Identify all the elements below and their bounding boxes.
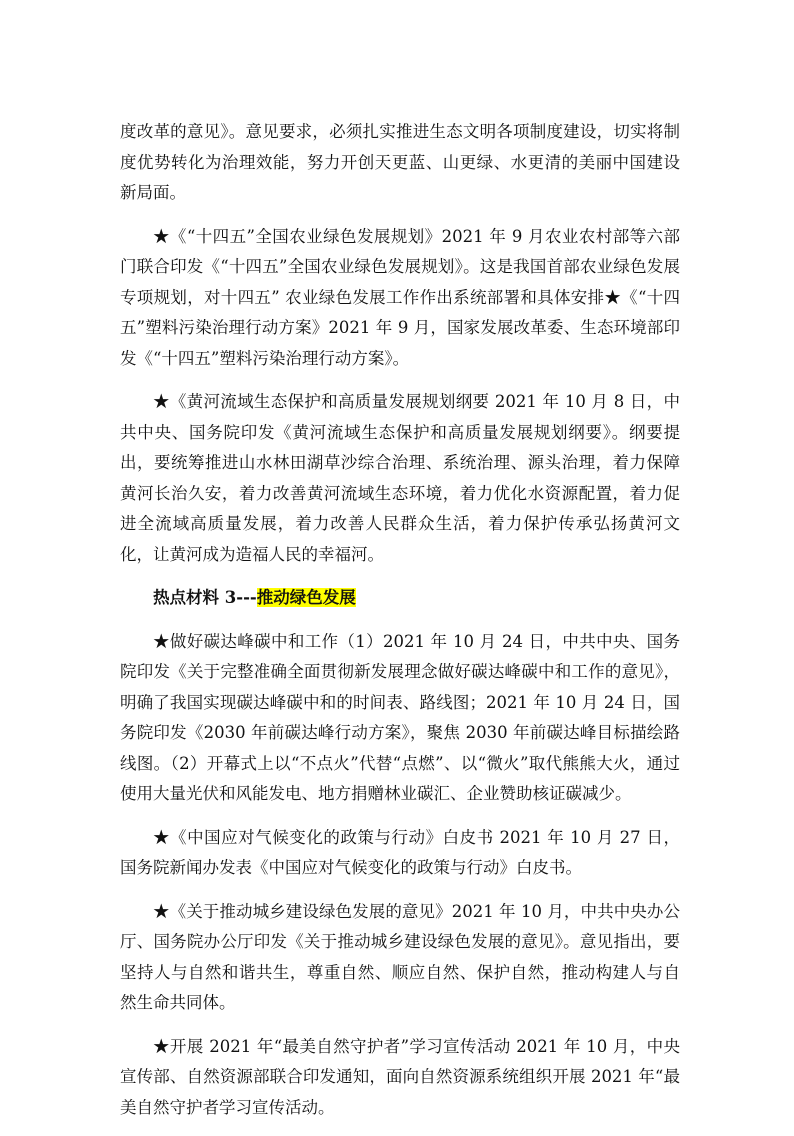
paragraph-urban-rural-green: ★《关于推动城乡建设绿色发展的意见》2021 年 10 月，中共中央办公厅、国务院办公厅印发《关于推动城乡建设绿色发展的意见》。意见指出，要坚持人与自然和谐共生，尊重自然、顺应自然、保护自然，推动构建人与自然生命共同体。 [120,901,680,1012]
paragraph-climate-whitepaper: ★《中国应对气候变化的政策与行动》白皮书 2021 年 10 月 27 日，国务院新闻办发表《中国应对气候变化的政策与行动》白皮书。 [120,827,680,877]
paragraph-carbon-peak: ★做好碳达峰碳中和工作（1）2021 年 10 月 24 日，中共中央、国务院印发《关于完整准确全面贯彻新发展理念做好碳达峰碳中和工作的意见》，明确了我国实现碳达峰碳中和的时间表、路线图；2021 年 10 月 24 日，国务院印发《2030 年前碳达峰行动方案》，聚焦 2030 年前碳达峰目标描绘路线图。（2）开幕式上以“不点火”代替“点燃”、以“微火”取代熊熊大火，通过使用大量光伏和风能发电、地方捐赠林业碳汇、企业赞助核证碳减少。 [120,631,680,803]
heading-prefix: 热点材料 3--- [153,588,257,607]
paragraph-reform-opinion: 度改革的意见》。意见要求，必须扎实推进生态文明各项制度建设，切实将制度优势转化为治理效能，努力开创天更蓝、山更绿、水更清的美丽中国建设新局面。 [120,122,680,202]
document-body [120,117,680,1136]
section-heading [120,583,680,614]
paragraph-yellow-river: ★《黄河流域生态保护和高质量发展规划纲要 2021 年 10 月 8 日，中共中央、国务院印发《黄河流域生态保护和高质量发展规划纲要》。纲要提出，要统筹推进山水林田湖草沙综合治理、系统治理、源头治理，着力保障黄河长治久安，着力改善黄河流域生态环境，着力优化水资源配置，着力促进全流域高质量发展，着力改善人民群众生活，着力保护传承弘扬黄河文化，让黄河成为造福人民的幸福河。 [120,392,680,564]
paragraph-agri-green-plan: ★《“十四五”全国农业绿色发展规划》2021 年 9 月农业农村部等六部门联合印发《“十四五”全国农业绿色发展规划》。这是我国首部农业绿色发展专项规划，对十四五” 农业绿色发展工作作出系统部署和具体安排★《“十四五”塑料污染治理行动方案》2021 年 9 月，国家发展改革委、生态环境部印发《“十四五”塑料污染治理行动方案》。 [120,226,680,368]
heading-highlight: 推动绿色发展 [256,588,356,607]
paragraph-nature-guardians: ★开展 2021 年“最美自然守护者”学习宣传活动 2021 年 10 月，中央宣传部、自然资源部联合印发通知，面向自然资源系统组织开展 2021 年“最美自然守护者学习宣传活动。 [120,1036,680,1117]
